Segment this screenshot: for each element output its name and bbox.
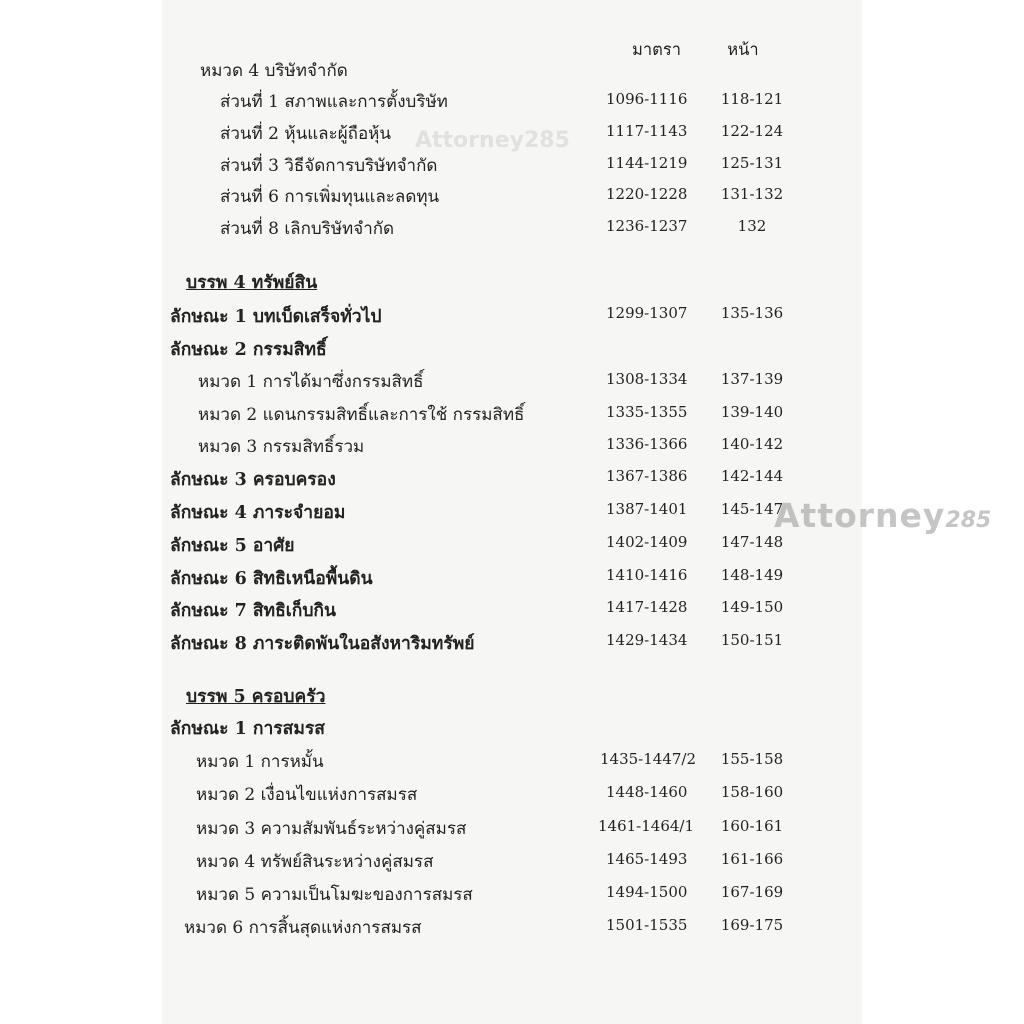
entry-label: ลักษณะ 5 อาศัย	[170, 536, 295, 556]
section-range: 1429-1434	[606, 631, 688, 649]
section-range: 1501-1535	[606, 916, 688, 934]
section-range: 1402-1409	[606, 533, 688, 551]
entry-label: ส่วนที่ 8 เลิกบริษัทจำกัด	[220, 219, 395, 239]
entry-label: ส่วนที่ 6 การเพิ่มทุนและลดทุน	[220, 187, 440, 207]
toc-row	[162, 431, 862, 461]
entry-label: ลักษณะ 3 ครอบครอง	[170, 470, 336, 490]
section-range: 1367-1386	[606, 467, 688, 485]
entry-label: ลักษณะ 6 สิทธิเหนือพื้นดิน	[170, 569, 373, 589]
page-range: 137-139	[720, 370, 784, 388]
page-range: 148-149	[720, 566, 784, 584]
toc-part-heading	[162, 680, 862, 710]
page-range: 155-158	[720, 750, 784, 768]
toc-row	[162, 150, 862, 180]
entry-label: หมวด 6 การสิ้นสุดแห่งการสมรส	[184, 918, 422, 938]
page-range: 167-169	[720, 883, 784, 901]
toc-row	[162, 366, 862, 396]
toc-row	[162, 779, 862, 809]
section-range: 1410-1416	[606, 566, 688, 584]
page-range: 135-136	[720, 304, 784, 322]
toc-row	[162, 846, 862, 876]
page-range: 118-121	[720, 90, 784, 108]
toc-row	[162, 463, 862, 493]
entry-label: ส่วนที่ 3 วิธีจัดการบริษัทจำกัด	[220, 156, 438, 176]
entry-label: หมวด 2 เงื่อนไขแห่งการสมรส	[196, 785, 418, 805]
section-range: 1387-1401	[606, 500, 688, 518]
entry-label: หมวด 3 กรรมสิทธิ์รวม	[198, 437, 365, 457]
toc-row	[162, 333, 862, 363]
toc-row	[162, 879, 862, 909]
section-range: 1417-1428	[606, 598, 688, 616]
page-column-header: หน้า	[727, 40, 759, 59]
section-range: 1236-1237	[606, 217, 688, 235]
toc-row	[162, 55, 862, 85]
faint-watermark: Attorney285	[415, 128, 570, 153]
toc-row	[162, 181, 862, 211]
page-range: 125-131	[720, 154, 784, 172]
toc-row	[162, 813, 862, 843]
section-range: 1299-1307	[606, 304, 688, 322]
entry-label: ลักษณะ 2 กรรมสิทธิ์	[170, 340, 327, 360]
page-range: 142-144	[720, 467, 784, 485]
entry-label: หมวด 1 การได้มาซึ่งกรรมสิทธิ์	[198, 372, 424, 392]
toc-row	[162, 399, 862, 429]
section-range: 1448-1460	[606, 783, 688, 801]
entry-label: ลักษณะ 1 การสมรส	[170, 719, 325, 739]
section-range: 1096-1116	[606, 90, 688, 108]
entry-label: บรรพ 5 ครอบครัว	[186, 687, 326, 707]
section-column-header: มาตรา	[632, 40, 681, 59]
toc-part-heading	[162, 266, 862, 296]
section-range: 1335-1355	[606, 403, 688, 421]
entry-label: บรรพ 4 ทรัพย์สิน	[186, 273, 318, 293]
section-range: 1435-1447/2	[600, 750, 697, 768]
toc-row	[162, 496, 862, 526]
toc-row	[162, 746, 862, 776]
entry-label: ลักษณะ 4 ภาระจำยอม	[170, 503, 346, 523]
section-range: 1220-1228	[606, 185, 688, 203]
page-range: 132	[737, 217, 767, 235]
page-range: 147-148	[720, 533, 784, 551]
toc-row	[162, 912, 862, 942]
section-range: 1144-1219	[606, 154, 688, 172]
toc-row	[162, 712, 862, 742]
toc-row	[162, 594, 862, 624]
toc-row	[162, 118, 862, 148]
page-range: 158-160	[720, 783, 784, 801]
entry-label: หมวด 5 ความเป็นโมฆะของการสมรส	[196, 885, 473, 905]
entry-label: หมวด 1 การหมั้น	[196, 752, 324, 772]
section-range: 1465-1493	[606, 850, 688, 868]
entry-label: ลักษณะ 7 สิทธิเก็บกิน	[170, 601, 336, 621]
section-range: 1336-1366	[606, 435, 688, 453]
entry-label: หมวด 4 ทรัพย์สินระหว่างคู่สมรส	[196, 852, 434, 872]
page-range: 161-166	[720, 850, 784, 868]
page-range: 149-150	[720, 598, 784, 616]
entry-label: ลักษณะ 8 ภาระติดพันในอสังหาริมทรัพย์	[170, 634, 475, 654]
page-range: 131-132	[720, 185, 784, 203]
entry-label: หมวด 4 บริษัทจำกัด	[200, 61, 348, 81]
toc-row	[162, 627, 862, 657]
entry-label: ลักษณะ 1 บทเบ็ดเสร็จทั่วไป	[170, 307, 382, 327]
page-range: 122-124	[720, 122, 784, 140]
section-range: 1494-1500	[606, 883, 688, 901]
page-range: 160-161	[720, 817, 784, 835]
entry-label: ส่วนที่ 2 หุ้นและผู้ถือหุ้น	[220, 124, 391, 144]
entry-label: ส่วนที่ 1 สภาพและการตั้งบริษัท	[220, 92, 448, 112]
page-range: 139-140	[720, 403, 784, 421]
page-range: 150-151	[720, 631, 784, 649]
page-range: 140-142	[720, 435, 784, 453]
entry-label: หมวด 2 แดนกรรมสิทธิ์และการใช้ กรรมสิทธิ์	[198, 405, 525, 425]
page-range: 145-147	[720, 500, 784, 518]
toc-row	[162, 529, 862, 559]
section-range: 1308-1334	[606, 370, 688, 388]
document-page	[162, 0, 992, 1024]
entry-label: หมวด 3 ความสัมพันธ์ระหว่างคู่สมรส	[196, 819, 467, 839]
section-range: 1117-1143	[606, 122, 688, 140]
toc-row	[162, 86, 862, 116]
section-range: 1461-1464/1	[598, 817, 695, 835]
attorney285-watermark: Attorney285	[774, 496, 992, 535]
page-range: 169-175	[720, 916, 784, 934]
toc-row	[162, 213, 862, 243]
toc-row	[162, 300, 862, 330]
toc-row	[162, 562, 862, 592]
